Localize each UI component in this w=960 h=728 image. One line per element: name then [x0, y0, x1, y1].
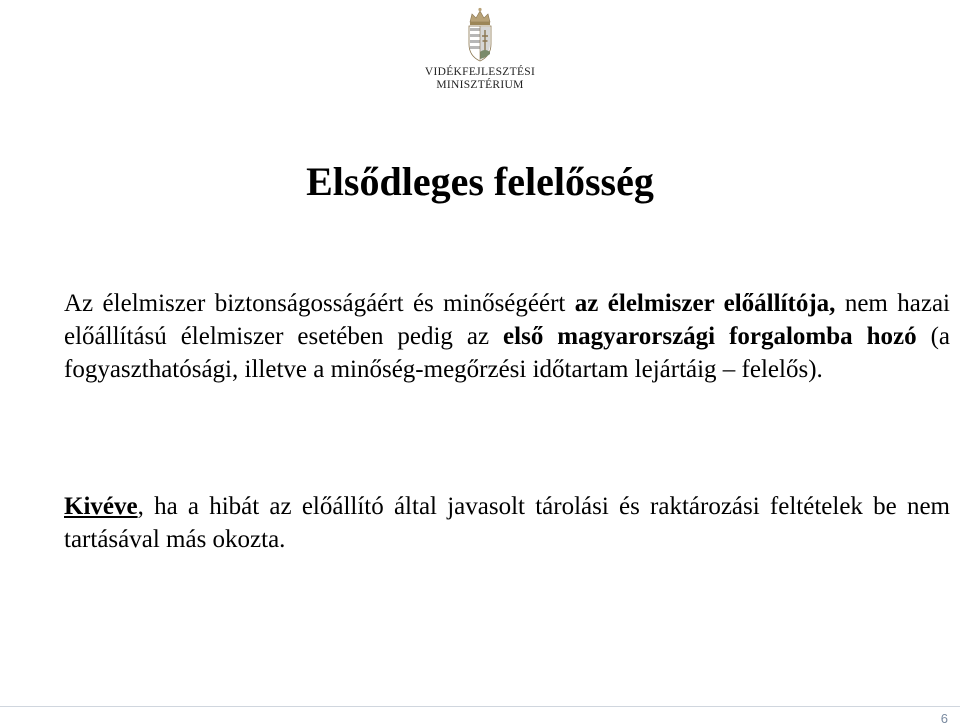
- ministry-name: [420, 66, 540, 92]
- para2-text: , ha a hibát az előállító által javasolt tárolási és raktározási feltételek be nem tartásával más okozta.: [64, 493, 950, 553]
- para1-text-3: (a fogyaszthatósági, illetve a minőség-megőrzési időtartam lejártáig – felelős).: [64, 323, 951, 383]
- page-number: 6: [940, 711, 948, 726]
- ministry-logo: [420, 6, 540, 92]
- ministry-name-line2: MINISZTÉRIUM: [436, 79, 524, 91]
- paragraph-exception: [64, 490, 950, 556]
- para1-bold-producer: az élelmiszer előállítója,: [574, 290, 836, 317]
- para1-bold-distributor: első magyarországi forgalomba hozó: [503, 323, 917, 350]
- hungarian-coat-of-arms-icon: [463, 6, 497, 64]
- slide-title: Elsődleges felelősség: [306, 159, 654, 204]
- para2-underlined-except: Kivéve: [64, 493, 138, 520]
- paragraph-responsibility: [64, 287, 950, 386]
- footer-divider: [0, 706, 960, 707]
- para1-text-2: nem hazai előállítású élelmiszer esetében pedig az: [64, 290, 951, 350]
- para1-text-1: Az élelmiszer biztonságosságáért és minőségéért: [64, 290, 575, 317]
- ministry-name-line1: VIDÉKFEJLESZTÉSI: [424, 66, 536, 78]
